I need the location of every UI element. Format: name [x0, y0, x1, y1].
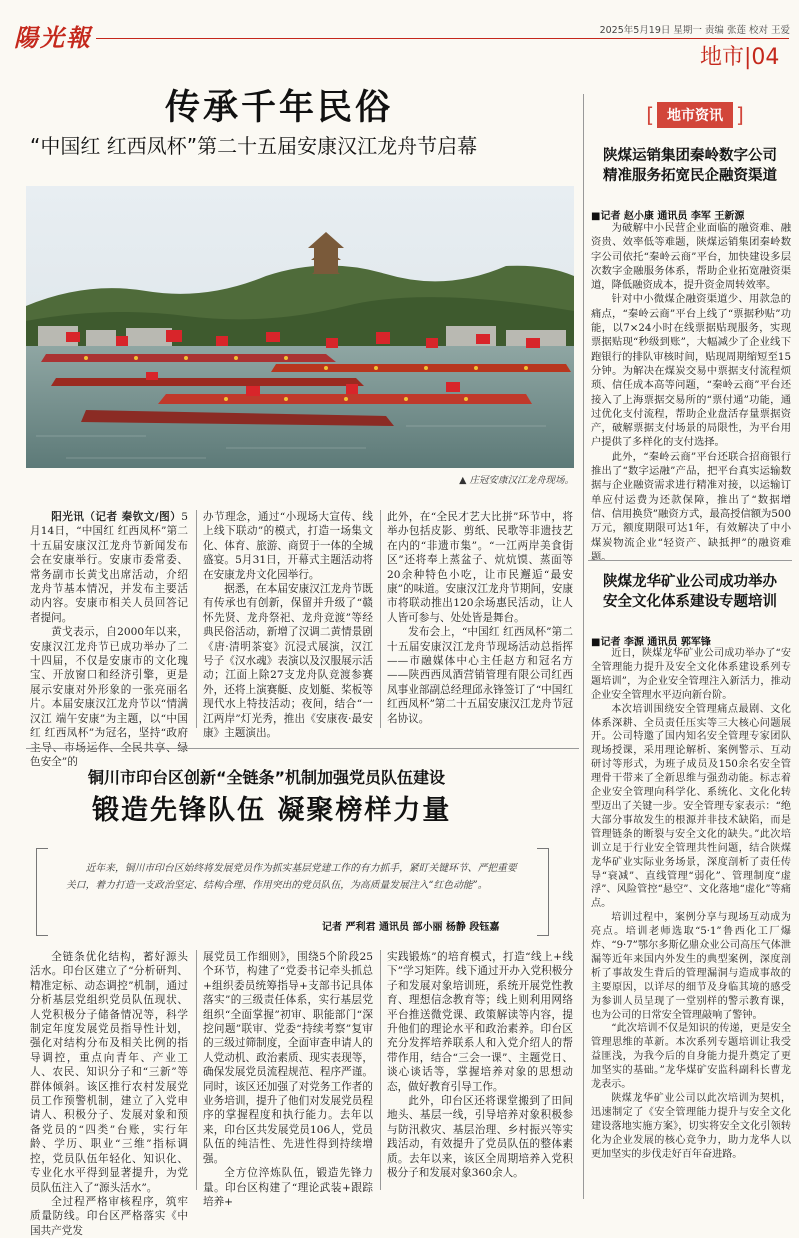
- column-divider: [380, 950, 381, 1190]
- lead-story-para: 此外，在“全民才艺大比拼”环节中，将举办包括皮影、剪纸、民歌等非遗技艺在内的“非遗市集”。“一江两岸美食街区”还将奉上蒸盆子、炕炕馍、蒸面等20余种特色小吃，让市民邂逅“最安康”的味道。安康汉江龙舟节期间，安康市将联动推出120余场惠民活动，让人人皆可参与、处处皆是舞台。: [387, 511, 573, 624]
- story2-title: 陕煤龙华矿业公司成功举办 安全文化体系建设专题培训: [603, 574, 777, 610]
- bottom-story-para: 全方位淬炼队伍，锻造先锋力量。印台区构建了“理论武装+跟踪培养+: [203, 1167, 373, 1208]
- lead-story-para: 黄戈表示，自2000年以来，安康汉江龙舟节已成功举办了二十四届，不仅是安康市的文化瑰宝、开放窗口和经济引擎，更是展示安康对外形象的一张亮丽名片。本届安康汉江龙舟节以“情满汉江 端午安康”为主题，以“中国红 红西凤杯”为冠名，坚持“政府主导、市场运作、全民共享、绿色安全”的: [30, 626, 188, 768]
- lead-bracket-left: [36, 848, 48, 936]
- bottom-story-para: 此外，印台区还将课堂搬到了田间地头、基层一线，引导培养对象积极参与防汛救灾、基层治理、乡村振兴等实践活动，有效提升了党员队伍的整体素质。去年以来，该区全周期培养入党积极分子和发展对象360余人。: [387, 1095, 573, 1180]
- story1-para: 此外，“秦岭云商”平台还联合招商银行推出了“数字运融”产品，把平台真实运输数据与企业融资需求进行精准对接，以运输订单应付运费为还款保障，推出了“数据增信、信用换贷”融资方式，最高授信额为500万元，额度期限可达1年，有效解决了中小煤炭物流企业“轻资产、缺抵押”的融资难题。: [591, 450, 791, 563]
- bottom-story-title: 锻造先锋队伍 凝聚榜样力量: [92, 795, 452, 826]
- story1-title: 陕煤运销集团秦岭数字公司 精准服务拓宽民企融资渠道: [603, 148, 777, 184]
- story1-para: 针对中小微煤企融资渠道少、用款急的痛点，“秦岭云商”平台上线了“票据秒贴”功能，以7×24小时在线票据贴现服务，实现票据贴现“秒级到账”，大幅减少了企业线下跑银行的排队审核时间，贴现周期缩短至15分钟。为解决在煤炭交易中票据支付流程烦琐、信任成本高等问题，“秦岭云商”平台还接入了上海票据交易所的“票付通”功能，通过优化支付流程，帮助企业盘活存量票据资产，破解票据支付场景的局限性，为平台用户提供了多样化的支付选择。: [591, 293, 791, 449]
- lead-story-para: 据悉，在本届安康汉江龙舟节既有传承也有创新，保留并升级了“赣怀先贤、龙舟祭祀、龙舟竞渡”等经典民俗活动，新增了汉调二黄情景剧《唐·清明茶宴》沉浸式展演，汉江号子《汉水魂》表演以及汉服展示活动；江面上除27支龙舟队竞渡参赛外，还将上演赛艇、皮划艇、桨板等现代水上特技活动；夜间，结合“一江两岸”灯光秀，推出《安康夜·最安康》主题演出。: [203, 583, 373, 740]
- story1-reporter: ■记者 赵小康 通讯员 李军 王新源: [591, 211, 745, 222]
- bottom-story-column-2: [203, 950, 373, 1209]
- section-tag-local-news: [ 地市资讯 ]: [646, 103, 744, 127]
- photo-caption: ▲ 庄冠安康汉江龙舟现场。: [459, 475, 574, 486]
- section-divider: [26, 748, 579, 749]
- lead-story-para: 办节理念，通过“小现场大宣传、线上线下联动”的模式，打造一场集文化、体育、旅游、商贸于一体的全城盛宴。5月31日，开幕式主题活动将在安康龙舟文化园举行。: [203, 511, 373, 581]
- bottom-story-para: 实践锻炼”的培育模式，打造“线上+线下”学习矩阵。线下通过开办入党积极分子和发展对象培训班，系统开展党性教育、理想信念教育等；线上则利用网络平台推送微党课、政策解读等内容，提升他们的理论水平和政治素养。印台区充分发挥培养联系人和入党介绍人的帮带作用，结合“三会一课”、主题党日、谈心谈话等，掌握培养对象的思想动态，做好教育引导工作。: [387, 951, 573, 1093]
- lead-story-subtitle: “中国红 红西凤杯”第二十五届安康汉江龙舟节启幕: [30, 134, 478, 158]
- lead-story-column-3: [387, 510, 573, 726]
- story2-reporter: ■记者 李源 通讯员 郭军锋: [591, 637, 711, 648]
- bottom-story-column-1: [30, 950, 188, 1238]
- dragon-boat-scene: [26, 186, 574, 468]
- bottom-story-reporter: 记者 严利君 通讯员 部小丽 杨静 段钰嘉: [322, 922, 500, 933]
- bottom-story-para: 展党员工作细则》，围绕5个阶段25个环节，构建了“党委书记牵头抓总+组织委员统筹指导+支部书记具体落实”的三级责任体系，实行基层党组织“全面掌握”初审、职能部门“深挖问题”联审、党委“持续考察”复审的三级过筛制度，全面审查申请人的人党动机、政治素质、现实表现等，确保发展党员流程规范、程序严谨。同时，该区还加强了对党务工作者的业务培训，提升了他们对发展党员程序的掌握程度和执行能力。去年以来，印台区共发展党员106人，党员队伍的纯洁性、先进性得到持续增强。: [203, 951, 373, 1165]
- bottom-story-subtitle: 铜川市印台区创新“全链条”机制加强党员队伍建设: [88, 768, 446, 787]
- lead-bracket-right: [537, 848, 549, 936]
- story2-para: “此次培训不仅是知识的传递，更是安全管理思维的革新。本次系列专题培训让我受益匪浅，为我今后的自身能力提升奠定了更加坚实的基础。”龙华煤矿安监科副科长曹龙龙表示。: [591, 1023, 791, 1091]
- column-divider: [380, 510, 381, 728]
- column-divider: [196, 950, 197, 1190]
- column-divider: [583, 94, 584, 1199]
- lead-story-title: 传承千年民俗: [165, 88, 394, 128]
- lead-story-byline: 阳光讯（记者 秦钦文/图）: [51, 511, 182, 523]
- bottom-story-column-3: [387, 950, 573, 1181]
- lead-story-para: 发布会上，“中国红 红西凤杯”第二十五届安康汉江龙舟节现场活动总指挥——市融媒体中心主任赵方和冠名方——陕西西凤酒营销管理有限公司红西凤事业部副总经理邱永锋签订了“中国红 红西凤杯”第二十五届安康汉江龙舟节冠名协议。: [387, 626, 573, 725]
- story2-para: 近日，陕煤龙华矿业公司成功举办了“安全管理能力提升及安全文化体系建设系列专题培训”，为企业安全管理注入新活力，推动企业安全管理水平迈向新台阶。: [591, 648, 791, 701]
- page-label: 地市|04: [700, 45, 780, 70]
- bottom-story-para: 全过程严格审核程序，筑牢质量防线。印台区严格落实《中国共产党发: [30, 1195, 188, 1237]
- story2-para: 陕煤龙华矿业公司以此次培训为契机，迅速制定了《安全管理能力提升与安全文化建设落地实施方案》，切实将安全文化引领转化为企业发展的核心竞争力，助力龙华人以更加坚实的步伐走好百年奋进路。: [591, 1093, 791, 1160]
- story1-body: [591, 221, 791, 564]
- bottom-story-lead: 近年来，铜川市印台区始终将发展党员作为抓实基层党建工作的有力抓手，紧盯关键环节、严把重要关口，着力打造一支政治坚定、结构合理、作用突出的党员队伍，为高质量发展注入“红色动能”。: [66, 863, 517, 891]
- masthead-logo: 陽光報: [14, 23, 92, 52]
- header-date-editor: 2025年5月19日 星期一 责编 张莲 校对 王爱: [599, 25, 790, 36]
- lead-story-column-1: [30, 510, 188, 769]
- bottom-story-para: 全链条优化结构，蓄好源头活水。印台区建立了“分析研判、精准定标、动态调控”机制，通过分析基层党组织党员队伍现状、人党积极分子储备情况等，科学制定年度发展党员指导性计划，强化对结构分布及相关比例的指导调控，重点向青年、产业工人、农民、知识分子和“三新”等群体倾斜。该区推行农村发展党员工作预警机制，建立了入党申请人、积极分子、发展对象和预备党员的“四类”台账，实行年龄、学历、职业“三维”指标调控，党员队伍年轻化、知识化、专业化水平得到显著提升，为党员队伍注入了“源头活水”。: [30, 951, 188, 1194]
- lead-story-column-2: [203, 510, 373, 741]
- lead-story-para: 5月14日，“中国红 红西凤杯”第二十五届安康汉江龙舟节新闻发布会在安康举行。安康市委常委、常务副市长黄戈出席活动，介绍龙舟节基本情况，并发布主要活动内容。安康市相关人员回答记者提问。: [30, 511, 188, 624]
- story2-body: [591, 647, 791, 1162]
- header-rule: [96, 38, 789, 39]
- section-divider: [588, 560, 792, 561]
- story2-para: 培训过程中，案例分享与现场互动成为亮点。培训老师选取“5·1”鲁西化工厂爆炸、“9·7”鄂尔多斯亿鼎众业公司高压气体泄漏等近年来国内外发生的典型案例，深度剖析了事故发生背后的管理漏洞与造成事故的主要原因，以详尽的细节及身临其境的感受为参训人员呈现了一堂别样的警示教育课，也为公司的日常安全管理敲响了警钟。: [591, 912, 791, 1021]
- story2-para: 本次培训围绕安全管理痛点最剧、文化体系深耕、全员责任压实等三大核心问题展开。公司特邀了国内知名安全管理专家团队现场授课，采用理论解析、案例警示、互动研讨等形式，为班子成员及150余名安全管理骨干带来了全新思维与强劲动能。标志着企业安全管理向科学化、系统化、文化化转型迈出了关键一步。安全管理专家表示：“绝大部分事故发生的根源并非技术缺陷，而是管理链条的断裂与安全文化的缺失。”此次培训立足于行业安全管理共性问题，结合陕煤龙华矿业实际业务场景，深度剖析了责任传导“衰减”、直线管理“弱化”、管理制度“虚浮”、风险管控“悬空”、文化落地“虚化”等痛点。: [591, 703, 791, 910]
- column-divider: [196, 510, 197, 728]
- dragon-boat-photo: [26, 186, 574, 468]
- story1-para: 为破解中小民营企业面临的融资难、融资贵、效率低等难题，陕煤运销集团秦岭数字公司依托“秦岭云商”平台，加快建设多层次数字金融服务体系，帮助企业拓宽融资渠道，降低融资成本，提升资金周转效率。: [591, 222, 791, 292]
